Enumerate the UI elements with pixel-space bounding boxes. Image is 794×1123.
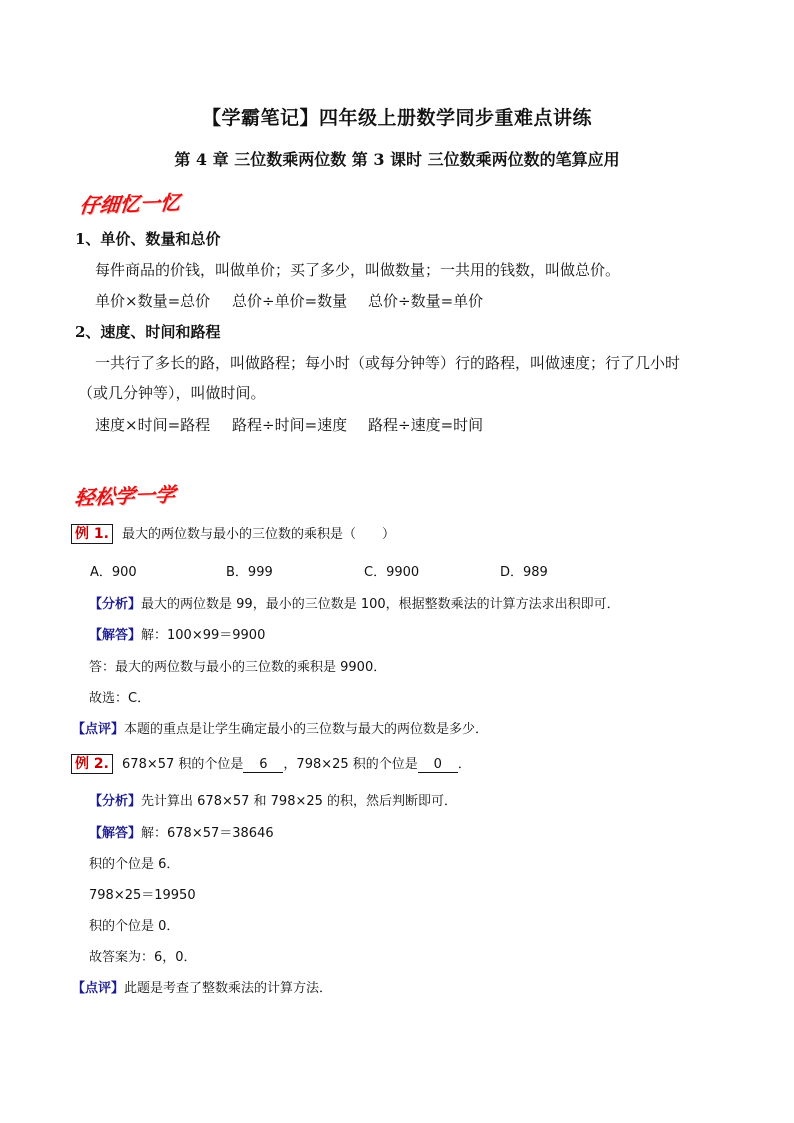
example-1-option-a: A．900 [90, 565, 137, 580]
example-1-conclusion: 答：最大的两位数与最小的三位数的乘积是 9900． [89, 660, 387, 675]
recall-item2-text-2: （或几分钟等），叫做时间。 [78, 384, 266, 402]
recall-item2-formula-3: 路程÷速度=时间 [368, 416, 484, 434]
recall-item1-formula-1: 单价×数量=总价 [95, 292, 211, 310]
example-1-label: 例 1. [71, 524, 113, 544]
example-2-line-3: 798×25＝19950 [89, 888, 196, 903]
comment-tag: 【点评】 [72, 722, 125, 737]
recall-item1-title: 1、单价、数量和总价 [75, 230, 221, 248]
example-1-question: 最大的两位数与最小的三位数的乘积是（ ） [122, 527, 396, 542]
recall-item1-formula-3: 总价÷数量=单价 [368, 292, 484, 310]
example-1-option-b: B．999 [226, 565, 273, 580]
example-1-choice: 故选：C． [89, 691, 151, 706]
example-2-label: 例 2. [71, 754, 113, 774]
example-2-analysis: 【分析】先计算出 678×57 和 798×25 的积，然后判断即可． [89, 794, 458, 809]
recall-item1-text: 每件商品的价钱，叫做单价；买了多少，叫做数量；一共用的钱数，叫做总价。 [95, 261, 621, 279]
recall-item1-formula-2: 总价÷单价=数量 [232, 292, 348, 310]
recall-item2-text-1: 一共行了多长的路，叫做路程；每小时（或每分钟等）行的路程，叫做速度；行了几小时 [95, 354, 681, 372]
page-title: 【学霸笔记】四年级上册数学同步重难点讲练 [201, 107, 592, 129]
example-2-line-4: 积的个位是 0． [89, 919, 180, 934]
example-2-question-line: 例 2. 678×57 积的个位是 6 ，798×25 积的个位是 0 ． [71, 753, 471, 774]
learn-banner: 轻松学一学 [73, 482, 177, 510]
example-2-line-2: 积的个位是 6． [89, 857, 180, 872]
example-1-answer: 【解答】解：100×99＝9900 [89, 628, 266, 643]
example-2-answer: 【解答】解：678×57＝38646 [89, 826, 274, 841]
recall-item2-title: 2、速度、时间和路程 [75, 323, 221, 341]
analysis-tag: 【分析】 [89, 597, 142, 612]
answer-tag: 【解答】 [89, 628, 142, 643]
page-subtitle: 第 4 章 三位数乘两位数 第 3 课时 三位数乘两位数的笔算应用 [174, 150, 620, 169]
example-1-analysis: 【分析】最大的两位数是 99，最小的三位数是 100，根据整数乘法的计算方法求出积即可． [89, 597, 620, 612]
answer-tag: 【解答】 [89, 826, 142, 841]
example-2-comment: 【点评】此题是考查了整数乘法的计算方法． [72, 981, 333, 996]
example-2-line-5: 故答案为：6，0． [89, 950, 197, 965]
answer-blank-2: 0 [418, 757, 458, 773]
example-1-option-c: C．9900 [364, 565, 420, 580]
recall-item2-formula-2: 路程÷时间=速度 [232, 416, 348, 434]
recall-banner: 仔细忆一忆 [78, 190, 182, 218]
analysis-tag: 【分析】 [89, 794, 142, 809]
example-1-option-d: D．989 [500, 565, 548, 580]
example-1-comment: 【点评】本题的重点是让学生确定最小的三位数与最大的两位数是多少． [72, 722, 489, 737]
comment-tag: 【点评】 [72, 981, 125, 996]
recall-item2-formula-1: 速度×时间=路程 [95, 416, 211, 434]
answer-blank-1: 6 [243, 757, 283, 773]
example-1-question-line [71, 523, 395, 544]
